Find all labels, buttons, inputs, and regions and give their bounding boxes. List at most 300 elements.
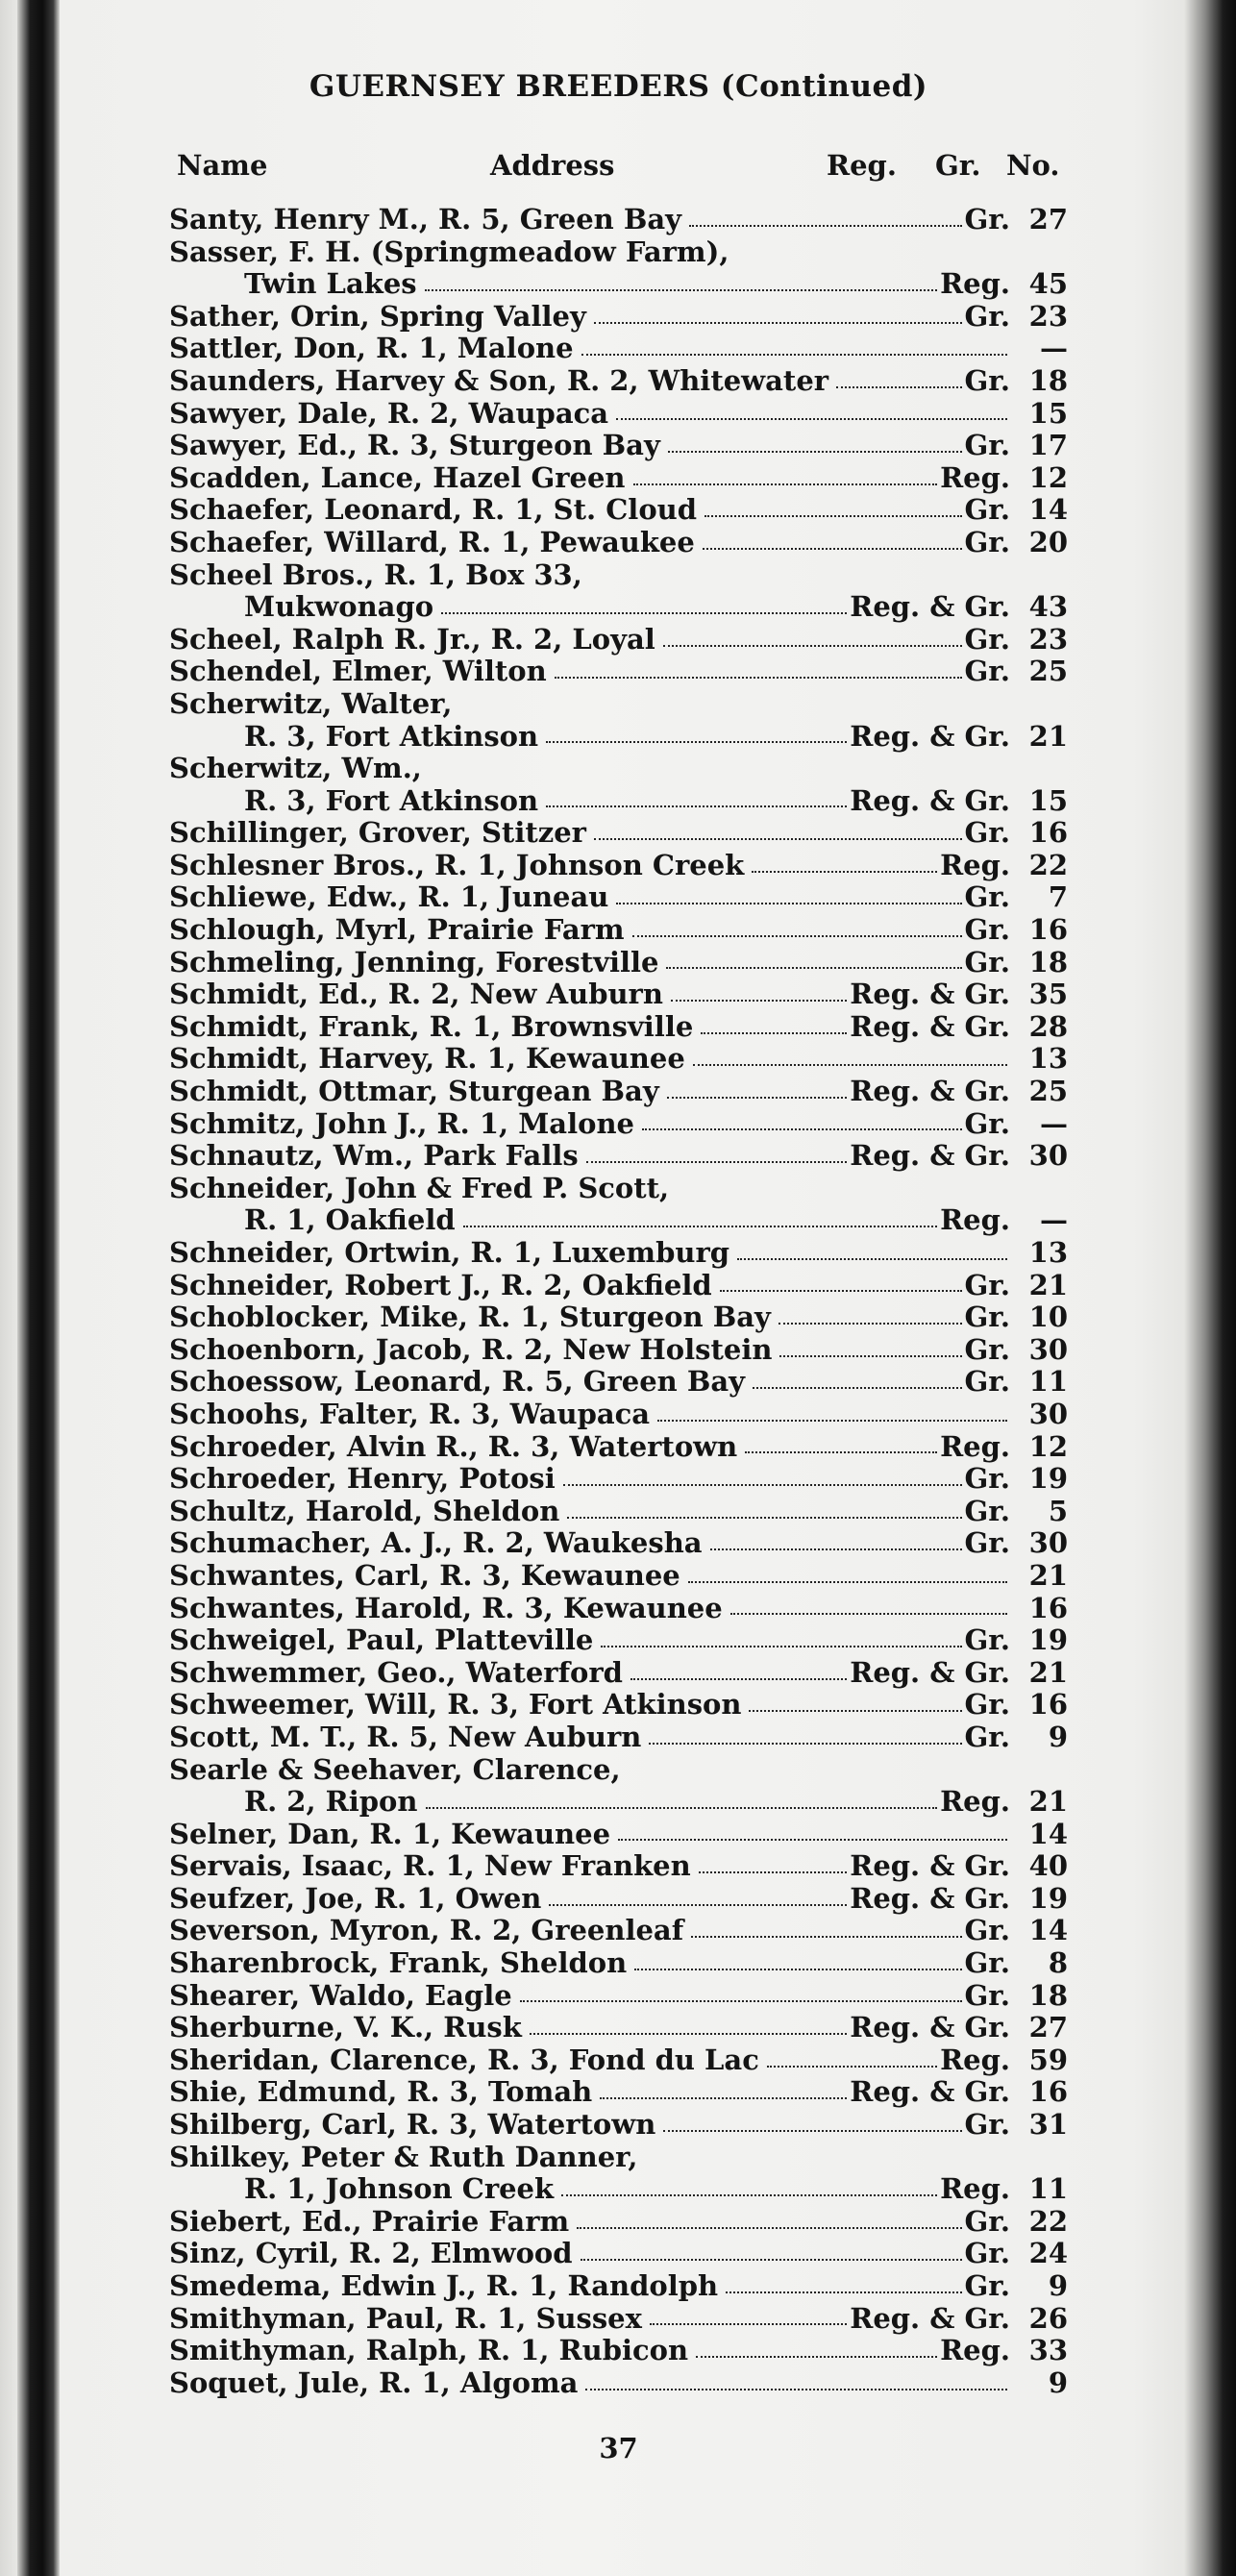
breeder-entry	[169, 1334, 1068, 1367]
breeder-entry	[169, 1237, 1068, 1270]
entry-line	[169, 1431, 1068, 1464]
registration-type: Gr.	[964, 2237, 1010, 2270]
breeder-name-address: Schneider, Ortwin, R. 1, Luxemburg	[169, 1236, 730, 1269]
breeder-name-address: Shilkey, Peter & Ruth Danner,	[169, 2140, 638, 2173]
breeder-entry	[169, 817, 1068, 850]
herd-count: 21	[1028, 719, 1068, 753]
breeder-name-address: Schneider, John & Fred P. Scott,	[169, 1171, 670, 1204]
entry-line	[169, 1237, 1068, 1270]
breeder-name-address: Sharenbrock, Frank, Sheldon	[169, 1946, 628, 1980]
registration-type: Reg. & Gr.	[850, 719, 1010, 753]
herd-count: 9	[1048, 1720, 1068, 1753]
dot-leader	[720, 1290, 962, 1292]
entry-line	[169, 2076, 1068, 2109]
dot-leader	[618, 1839, 1007, 1841]
breeder-entry	[169, 1947, 1068, 1980]
herd-count: 33	[1028, 2334, 1068, 2367]
registration-type: Reg.	[940, 2043, 1010, 2076]
entry-line	[169, 1657, 1068, 1690]
entry-line	[169, 1754, 1068, 1787]
registration-type: Gr.	[964, 299, 1010, 333]
breeder-name-address: Schillinger, Grover, Stitzer	[169, 816, 586, 850]
breeder-entry	[169, 1657, 1068, 1690]
breeder-name-address: Schwantes, Harold, R. 3, Kewaunee	[169, 1591, 723, 1624]
dot-leader	[530, 2033, 847, 2035]
breeder-entry	[169, 236, 1068, 301]
entry-line	[169, 204, 1068, 236]
herd-count: —	[1040, 332, 1068, 365]
entry-line	[169, 462, 1068, 495]
dot-leader	[594, 322, 962, 324]
breeder-name-address: Smithyman, Paul, R. 1, Sussex	[169, 2301, 642, 2335]
herd-count: 10	[1028, 1300, 1068, 1334]
dot-leader	[634, 1969, 961, 1970]
entry-continuation-line	[169, 785, 1068, 818]
herd-count: 15	[1028, 396, 1068, 430]
breeder-entry	[169, 2076, 1068, 2109]
breeder-entry	[169, 2303, 1068, 2336]
registration-type: Reg. & Gr.	[850, 590, 1010, 624]
registration-type: Gr.	[964, 1494, 1010, 1527]
breeder-name-address: Sather, Orin, Spring Valley	[169, 299, 586, 333]
breeder-entry	[169, 2238, 1068, 2270]
dot-leader	[555, 677, 962, 679]
breeder-name-address: Schoohs, Falter, R. 3, Waupaca	[169, 1397, 651, 1430]
breeder-entry	[169, 1496, 1068, 1528]
page-title: GUERNSEY BREEDERS (Continued)	[309, 69, 928, 104]
breeder-entry	[169, 1850, 1068, 1883]
registration-type: Gr.	[964, 1268, 1010, 1301]
breeder-name-address: Schoessow, Leonard, R. 5, Green Bay	[169, 1365, 746, 1399]
breeder-name-address: Scheel Bros., R. 1, Box 33,	[169, 557, 582, 591]
breeder-entry	[169, 1624, 1068, 1657]
registration-type: Reg. & Gr.	[850, 1075, 1010, 1108]
registration-type: Gr.	[964, 493, 1010, 527]
dot-leader	[581, 354, 1007, 356]
entry-line	[169, 236, 1068, 269]
entry-continuation-line	[169, 1786, 1068, 1819]
registration-type: Gr.	[964, 1462, 1010, 1496]
entry-line	[169, 1527, 1068, 1560]
breeder-entry	[169, 2044, 1068, 2077]
dot-leader	[600, 2097, 847, 2099]
entry-line	[169, 1689, 1068, 1721]
registration-type: Gr.	[964, 945, 1010, 978]
entry-line	[169, 2367, 1068, 2400]
breeder-name-address: Scadden, Lance, Hazel Green	[169, 460, 626, 494]
dot-leader	[745, 1451, 937, 1453]
breeder-name-address: Schroeder, Alvin R., R. 3, Watertown	[169, 1429, 738, 1463]
breeder-address-continued: R. 1, Johnson Creek	[244, 2172, 555, 2206]
herd-count: 11	[1028, 1365, 1068, 1399]
registration-type: Reg. & Gr.	[850, 1139, 1010, 1173]
breeder-name-address: Schmidt, Frank, R. 1, Brownsville	[169, 1009, 694, 1043]
breeder-entry	[169, 624, 1068, 656]
herd-count: 16	[1028, 2075, 1068, 2109]
entry-line	[169, 978, 1068, 1011]
breeder-entry	[169, 1076, 1068, 1108]
breeder-name-address: Severson, Myron, R. 2, Greenleaf	[169, 1914, 684, 1947]
breeder-entry	[169, 2335, 1068, 2367]
breeder-name-address: Schendel, Elmer, Wilton	[169, 655, 547, 688]
registration-type: Gr.	[964, 363, 1010, 397]
breeder-name-address: Scheel, Ralph R. Jr., R. 2, Loyal	[169, 622, 655, 656]
breeder-entry	[169, 204, 1068, 236]
breeder-entry	[169, 1108, 1068, 1141]
registration-type: Reg.	[940, 2172, 1010, 2206]
entry-line	[169, 1076, 1068, 1108]
breeder-name-address: Schneider, Robert J., R. 2, Oakfield	[169, 1268, 712, 1301]
entry-line	[169, 881, 1068, 914]
breeder-entry	[169, 2206, 1068, 2239]
breeder-name-address: Siebert, Ed., Prairie Farm	[169, 2204, 570, 2238]
breeder-entry	[169, 1560, 1068, 1593]
registration-type: Gr.	[964, 913, 1010, 947]
breeder-entry	[169, 978, 1068, 1011]
dot-leader	[726, 2291, 961, 2293]
registration-type: Reg. & Gr.	[850, 783, 1010, 817]
registration-type: Reg. & Gr.	[850, 1849, 1010, 1883]
directory-page	[169, 0, 1068, 2576]
registration-type: Reg. & Gr.	[850, 2011, 1010, 2044]
breeder-name-address: Schwemmer, Geo., Waterford	[169, 1655, 623, 1689]
dot-leader	[836, 386, 961, 388]
registration-type: Reg.	[940, 848, 1010, 881]
herd-count: 14	[1028, 1817, 1068, 1850]
breeder-name-address: Sasser, F. H. (Springmeadow Farm),	[169, 235, 729, 268]
breeder-address-continued: R. 1, Oakfield	[244, 1203, 456, 1237]
entry-line	[169, 1947, 1068, 1980]
dot-leader	[561, 2194, 937, 2196]
breeder-entry	[169, 494, 1068, 527]
entry-line	[169, 2206, 1068, 2239]
breeder-entry	[169, 850, 1068, 882]
herd-count: 11	[1028, 2172, 1068, 2206]
entry-line	[169, 1624, 1068, 1657]
herd-count: 16	[1028, 816, 1068, 850]
registration-type: Gr.	[964, 816, 1010, 850]
breeder-entry	[169, 527, 1068, 559]
registration-type: Reg.	[940, 460, 1010, 494]
dot-leader	[616, 418, 1007, 420]
herd-count: 13	[1028, 1236, 1068, 1269]
registration-type: Reg.	[940, 2334, 1010, 2367]
breeder-entry	[169, 333, 1068, 365]
breeder-entry	[169, 1140, 1068, 1173]
herd-count: 35	[1028, 978, 1068, 1011]
dot-leader	[633, 483, 938, 485]
dot-leader	[546, 805, 847, 807]
breeder-address-continued: R. 3, Fort Atkinson	[244, 783, 539, 817]
herd-count: 30	[1028, 1526, 1068, 1560]
herd-count: 30	[1028, 1397, 1068, 1430]
entry-line	[169, 1463, 1068, 1496]
herd-count: 21	[1028, 1558, 1068, 1592]
herd-count: 27	[1028, 2011, 1068, 2044]
entry-line	[169, 365, 1068, 398]
registration-type: Gr.	[964, 1300, 1010, 1334]
breeder-entry	[169, 2109, 1068, 2142]
dot-leader	[425, 289, 937, 291]
breeder-entry	[169, 1915, 1068, 1947]
dot-leader	[581, 2259, 962, 2261]
breeder-name-address: Schlough, Myrl, Prairie Farm	[169, 913, 625, 947]
registration-type: Gr.	[964, 1106, 1010, 1140]
dot-leader	[586, 1161, 848, 1163]
breeder-entry	[169, 1593, 1068, 1625]
entry-line	[169, 1301, 1068, 1334]
entry-line	[169, 398, 1068, 431]
breeder-name-address: Schultz, Harold, Sheldon	[169, 1494, 560, 1527]
herd-count: 7	[1048, 880, 1068, 914]
registration-type: Gr.	[964, 429, 1010, 462]
registration-type: Gr.	[964, 525, 1010, 558]
breeder-entry	[169, 1431, 1068, 1464]
entry-line	[169, 850, 1068, 882]
dot-leader	[667, 1097, 848, 1099]
breeder-name-address: Schwantes, Carl, R. 3, Kewaunee	[169, 1558, 680, 1592]
herd-count: 13	[1028, 1042, 1068, 1076]
dot-leader	[649, 1743, 961, 1745]
herd-count: 12	[1028, 460, 1068, 494]
herd-count: 30	[1028, 1332, 1068, 1366]
breeder-name-address: Sawyer, Ed., R. 3, Sturgeon Bay	[169, 429, 660, 462]
breeder-entry	[169, 1689, 1068, 1721]
herd-count: 43	[1028, 590, 1068, 624]
breeder-entry	[169, 1366, 1068, 1399]
dot-leader	[563, 1484, 962, 1486]
registration-type: Reg.	[940, 1429, 1010, 1463]
herd-count: 18	[1028, 945, 1068, 978]
dot-leader	[601, 1646, 961, 1647]
herd-count: 12	[1028, 1429, 1068, 1463]
herd-count: 45	[1028, 267, 1068, 301]
registration-type: Gr.	[964, 655, 1010, 688]
herd-count: 31	[1028, 2108, 1068, 2142]
entry-line	[169, 1011, 1068, 1044]
entry-line	[169, 301, 1068, 334]
entry-line	[169, 430, 1068, 462]
breeder-entry	[169, 1399, 1068, 1431]
entry-line	[169, 1593, 1068, 1625]
breeder-entry	[169, 365, 1068, 398]
entry-line	[169, 2142, 1068, 2174]
registration-type: Reg.	[940, 267, 1010, 301]
breeder-name-address: Sherburne, V. K., Rusk	[169, 2011, 522, 2044]
registration-type: Reg. & Gr.	[850, 2075, 1010, 2109]
registration-type: Reg. & Gr.	[850, 1009, 1010, 1043]
breeder-name-address: Schmitz, John J., R. 1, Malone	[169, 1106, 634, 1140]
entry-line	[169, 1850, 1068, 1883]
breeder-entry	[169, 1301, 1068, 1334]
registration-type: Gr.	[964, 1365, 1010, 1399]
registration-type: Gr.	[964, 2269, 1010, 2302]
herd-count: 59	[1028, 2043, 1068, 2076]
breeder-name-address: Schnautz, Wm., Park Falls	[169, 1139, 579, 1173]
breeder-name-address: Shearer, Waldo, Eagle	[169, 1978, 512, 2012]
herd-count: 20	[1028, 525, 1068, 558]
breeder-address-continued: R. 2, Ripon	[244, 1785, 418, 1819]
entry-line	[169, 2303, 1068, 2336]
entry-line	[169, 817, 1068, 850]
dot-leader	[463, 1226, 937, 1227]
breeder-name-address: Shie, Edmund, R. 3, Tomah	[169, 2075, 593, 2109]
herd-count: 23	[1028, 622, 1068, 656]
breeder-entry	[169, 947, 1068, 979]
dot-leader	[752, 871, 937, 873]
entry-line	[169, 2012, 1068, 2044]
breeder-entry	[169, 1173, 1068, 1237]
breeder-entry	[169, 1527, 1068, 1560]
herd-count: 21	[1028, 1268, 1068, 1301]
herd-count: 16	[1028, 1688, 1068, 1721]
dot-leader	[701, 1032, 847, 1034]
dot-leader	[705, 515, 961, 517]
dot-leader	[520, 2000, 962, 2002]
dot-leader	[730, 1613, 1007, 1615]
breeder-name-address: Schmidt, Harvey, R. 1, Kewaunee	[169, 1042, 685, 1076]
column-header-name: Name	[177, 149, 268, 182]
entry-line	[169, 2335, 1068, 2367]
breeder-entry	[169, 301, 1068, 334]
herd-count: 30	[1028, 1139, 1068, 1173]
breeder-entry	[169, 1819, 1068, 1851]
registration-type: Gr.	[964, 1332, 1010, 1366]
breeder-address-continued: Twin Lakes	[244, 267, 417, 301]
herd-count: 24	[1028, 2237, 1068, 2270]
entry-continuation-line	[169, 721, 1068, 754]
entry-line	[169, 1883, 1068, 1916]
dot-leader	[767, 2066, 937, 2068]
registration-type: Reg. & Gr.	[850, 2301, 1010, 2335]
dot-leader	[585, 2389, 1007, 2390]
dot-leader	[779, 1355, 961, 1357]
herd-count: 5	[1048, 1494, 1068, 1527]
breeder-entry	[169, 656, 1068, 688]
breeder-entry	[169, 398, 1068, 431]
herd-count: 16	[1028, 1591, 1068, 1624]
herd-count: 18	[1028, 1978, 1068, 2012]
entry-line	[169, 1366, 1068, 1399]
entry-line	[169, 2238, 1068, 2270]
herd-count: 23	[1028, 299, 1068, 333]
breeder-name-address: Servais, Isaac, R. 1, New Franken	[169, 1849, 691, 1883]
registration-type: Gr.	[964, 1526, 1010, 1560]
entry-line	[169, 624, 1068, 656]
breeder-name-address: Searle & Seehaver, Clarence,	[169, 1752, 621, 1786]
breeder-name-address: Sheridan, Clarence, R. 3, Fond du Lac	[169, 2043, 759, 2076]
breeder-name-address: Schroeder, Henry, Potosi	[169, 1462, 556, 1496]
herd-count: 21	[1028, 1785, 1068, 1819]
entry-continuation-line	[169, 591, 1068, 624]
breeder-list	[169, 204, 1068, 2399]
book-spine-left	[17, 0, 60, 2576]
registration-type: Gr.	[964, 2204, 1010, 2238]
registration-type: Gr.	[964, 1978, 1010, 2012]
herd-count: 8	[1048, 1946, 1068, 1980]
herd-count: 25	[1028, 655, 1068, 688]
dot-leader	[663, 645, 962, 647]
breeder-name-address: Santy, Henry M., R. 5, Green Bay	[169, 203, 681, 235]
entry-line	[169, 1173, 1068, 1205]
registration-type: Gr.	[964, 622, 1010, 656]
breeder-name-address: Saunders, Harvey & Son, R. 2, Whitewater	[169, 363, 829, 397]
breeder-name-address: Smithyman, Ralph, R. 1, Rubicon	[169, 2334, 689, 2367]
dot-leader	[696, 2356, 937, 2358]
entry-line	[169, 688, 1068, 721]
breeder-name-address: Scott, M. T., R. 5, New Auburn	[169, 1720, 642, 1753]
breeder-name-address: Schmeling, Jenning, Forestville	[169, 945, 659, 978]
breeder-entry	[169, 2367, 1068, 2400]
herd-count: 19	[1028, 1623, 1068, 1657]
dot-leader	[657, 1420, 1007, 1422]
dot-leader	[546, 741, 847, 743]
breeder-entry	[169, 2270, 1068, 2303]
dot-leader	[779, 1323, 962, 1325]
registration-type: Gr.	[964, 880, 1010, 914]
breeder-name-address: Sawyer, Dale, R. 2, Waupaca	[169, 396, 609, 430]
registration-type: Reg. & Gr.	[850, 1655, 1010, 1689]
breeder-entry	[169, 1011, 1068, 1044]
herd-count: 17	[1028, 429, 1068, 462]
breeder-name-address: Sattler, Don, R. 1, Malone	[169, 332, 574, 365]
breeder-entry	[169, 462, 1068, 495]
herd-count: 18	[1028, 363, 1068, 397]
dot-leader	[699, 1871, 848, 1873]
dot-leader	[737, 1258, 1007, 1260]
entry-line	[169, 656, 1068, 688]
breeder-name-address: Schaefer, Leonard, R. 1, St. Cloud	[169, 493, 698, 527]
breeder-entry	[169, 1754, 1068, 1819]
breeder-name-address: Sinz, Cyril, R. 2, Elmwood	[169, 2237, 573, 2270]
herd-count: 40	[1028, 1849, 1068, 1883]
entry-line	[169, 1140, 1068, 1173]
registration-type: Gr.	[964, 1914, 1010, 1947]
herd-count: 15	[1028, 783, 1068, 817]
breeder-address-continued: R. 3, Fort Atkinson	[244, 719, 539, 753]
column-header-no: No.	[1006, 149, 1060, 182]
entry-line	[169, 2109, 1068, 2142]
dot-leader	[549, 1904, 847, 1906]
herd-count: —	[1040, 1203, 1068, 1237]
entry-line	[169, 494, 1068, 527]
breeder-entry	[169, 881, 1068, 914]
entry-line	[169, 1108, 1068, 1141]
herd-count: 14	[1028, 1914, 1068, 1947]
registration-type: Reg. & Gr.	[850, 1881, 1010, 1915]
breeder-name-address: Schmidt, Ed., R. 2, New Auburn	[169, 978, 663, 1011]
breeder-name-address: Shilberg, Carl, R. 3, Watertown	[169, 2108, 656, 2142]
herd-count: 19	[1028, 1881, 1068, 1915]
breeder-name-address: Soquet, Jule, R. 1, Algoma	[169, 2365, 579, 2399]
entry-line	[169, 2270, 1068, 2303]
entry-continuation-line	[169, 268, 1068, 301]
entry-line	[169, 1560, 1068, 1593]
herd-count: 22	[1028, 848, 1068, 881]
entry-line	[169, 1721, 1068, 1754]
entry-line	[169, 1819, 1068, 1851]
dot-leader	[650, 2323, 847, 2325]
dot-leader	[666, 967, 961, 969]
breeder-entry	[169, 559, 1068, 624]
breeder-name-address: Schweigel, Paul, Platteville	[169, 1623, 594, 1657]
breeder-entry	[169, 430, 1068, 462]
entry-line	[169, 1980, 1068, 2013]
breeder-name-address: Smedema, Edwin J., R. 1, Randolph	[169, 2269, 719, 2302]
dot-leader	[671, 1000, 847, 1002]
breeder-entry	[169, 1463, 1068, 1496]
entry-line	[169, 1334, 1068, 1367]
